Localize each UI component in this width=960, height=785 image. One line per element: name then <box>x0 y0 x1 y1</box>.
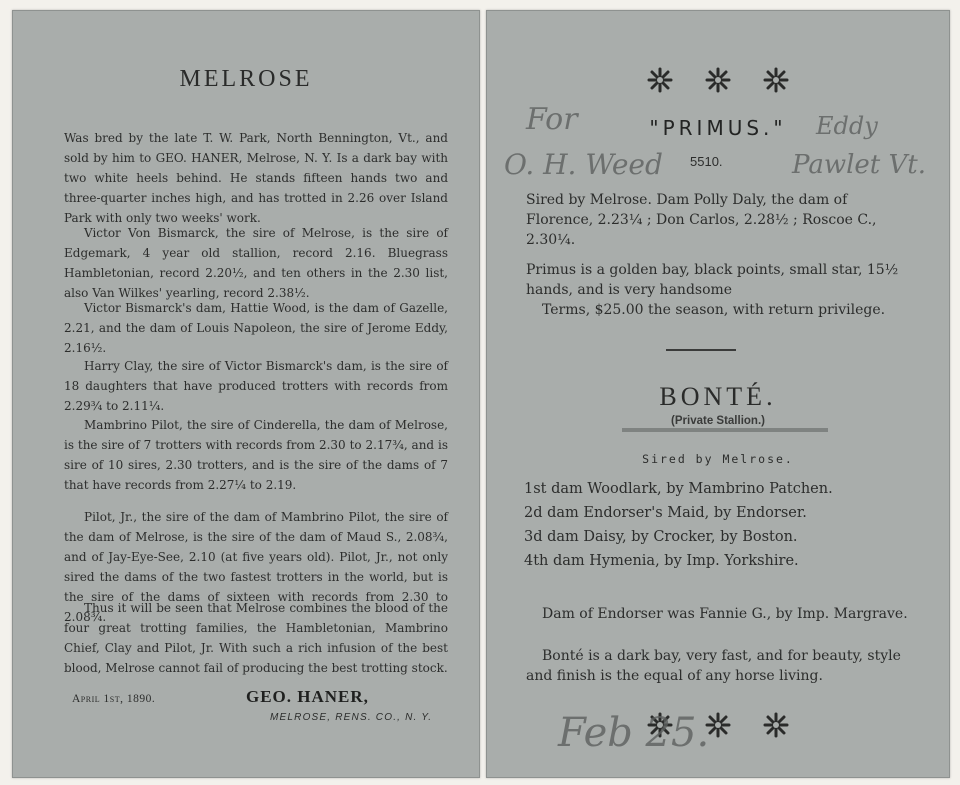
bonte-paragraph-1: Dam of Endorser was Fannie G., by Imp. Margrave. <box>542 606 908 622</box>
bonte-sired-by: Sired by Melrose. <box>642 452 794 466</box>
handwriting-weed: O. H. Weed <box>504 148 663 181</box>
melrose-paragraph-6: Pilot, Jr., the sire of the dam of Mambrino Pilot, the sire of the dam of Melrose, is the sire of the dam of Maud S., 2.08¾, and of Jay-Eye-See, 2.10 (at five years old). Pilot, Jr., not only sired the dams of the two fastest trotters in the world, but is the sire of the dams of sixteen with records from 2.30 to 2.08¾. <box>64 510 448 624</box>
melrose-card <box>12 10 480 778</box>
owner-name: GEO. HANER, <box>246 687 369 706</box>
primus-terms: Terms, $25.00 the season, with return privilege. <box>542 302 886 318</box>
primus-number: 5510. <box>690 154 723 169</box>
melrose-paragraph-2: Victor Von Bismarck, the sire of Melrose, is the sire of Edgemark, 4 year old stallion, record 2.16. Bluegrass Hambletonian, record 2.20½, and ten others in the 2.30 list, also Van Wilkes' yearling, record 2.38½. <box>64 226 448 300</box>
rosette-icon <box>705 67 731 93</box>
list-item: 1st dam Woodlark, by Mambrino Patchen. <box>524 481 833 497</box>
primus-title: "PRIMUS." <box>649 116 787 140</box>
melrose-title: MELROSE <box>179 66 313 92</box>
primus-paragraph-1: Sired by Melrose. Dam Polly Daly, the dam of Florence, 2.23¼ ; Don Carlos, 2.28½ ; Roscoe C., 2.30¼. <box>526 192 877 248</box>
bonte-title: BONTÉ. <box>659 382 777 411</box>
melrose-paragraph-1: Was bred by the late T. W. Park, North Bennington, Vt., and sold by him to GEO. HANER, Melrose, N. Y. Is a dark bay with two white heels behind. He stands fifteen hands two and three-quarter inches high, and has trotted in 2.26 over Island Park with only two weeks' work. <box>64 131 448 225</box>
handwriting-date: Feb 25. <box>558 710 710 756</box>
primus-paragraph-2: Primus is a golden bay, black points, small star, 15½ hands, and is very handsome <box>526 262 899 298</box>
bottom-ornaments <box>486 712 950 743</box>
bonte-paragraph-2: Bonté is a dark bay, very fast, and for beauty, style and finish is the equal of any horse living. <box>526 648 901 684</box>
dateline: April 1st, 1890. <box>72 693 156 705</box>
handwriting-pawlet: Pawlet Vt. <box>792 150 926 180</box>
list-item: 2d dam Endorser's Maid, by Endorser. <box>524 505 807 521</box>
private-stallion-note: (Private Stallion.) <box>671 415 765 427</box>
owner-address: MELROSE, RENS. CO., N. Y. <box>270 712 433 723</box>
melrose-paragraph-4: Harry Clay, the sire of Victor Bismarck's dam, is the sire of 18 daughters that have produced trotters with records from 2.29¾ to 2.11¼. <box>64 359 448 413</box>
handwriting-eddy: Eddy <box>816 112 878 140</box>
rosette-icon <box>763 712 789 738</box>
list-item: 4th dam Hymenia, by Imp. Yorkshire. <box>524 553 799 569</box>
top-ornaments <box>486 67 950 98</box>
melrose-paragraph-5: Mambrino Pilot, the sire of Cinderella, the dam of Melrose, is the sire of 7 trotters with records from 2.30 to 2.17¾, and is sire of 10 sires, 2.30 trotters, and is the sire of the dams of 7 that have records from 2.27¼ to 2.19. <box>64 418 448 492</box>
melrose-paragraph-3: Victor Bismarck's dam, Hattie Wood, is the dam of Gazelle, 2.21, and the dam of Louis Napoleon, the sire of Jerome Eddy, 2.16½. <box>64 301 448 355</box>
melrose-paragraph-7: Thus it will be seen that Melrose combines the blood of the four great trotting families, the Hambletonian, Mambrino Chief, Clay and Pilot, Jr. With such a rich infusion of the best blood, Melrose cannot fail of producing the best trotting stock. <box>64 601 448 675</box>
list-item: 3d dam Daisy, by Crocker, by Boston. <box>524 529 798 545</box>
handwriting-for: For <box>526 102 578 137</box>
primus-bonte-card <box>486 10 950 778</box>
pencil-strike-mark <box>622 428 828 432</box>
rosette-icon <box>763 67 789 93</box>
divider-rule <box>666 349 736 351</box>
rosette-icon <box>647 67 673 93</box>
bonte-pedigree-list <box>524 477 833 573</box>
